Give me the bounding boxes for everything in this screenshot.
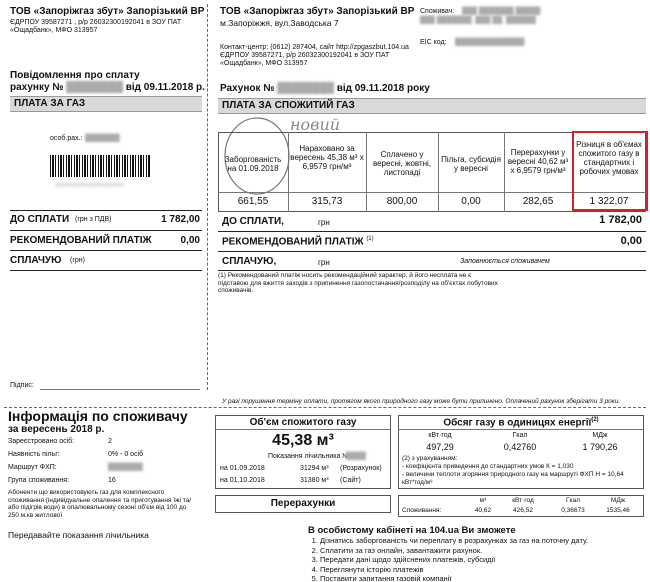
left-paid-unit: (грн) xyxy=(70,257,85,264)
recalc-row-label: Споживання: xyxy=(402,507,442,514)
cabinet-item: 2. Сплатити за газ онлайн, завантажити рахунок. xyxy=(320,546,608,556)
right-contact: Контакт-центр: (0612) 287404, сайт http://zpgaszbut.104.ua xyxy=(220,44,409,51)
meter-date: на 01.10.2018 xyxy=(220,477,265,484)
cabinet-list xyxy=(308,536,608,582)
recalc-header: Гкал xyxy=(566,497,580,504)
right-recommended-value: 0,00 xyxy=(620,235,642,247)
energy-value: 0,42760 xyxy=(503,442,537,452)
recalc-value: 40,62 xyxy=(474,507,492,514)
table-header: Різниця в об'ємах спожитого газу в стандартних і робочих умовах xyxy=(576,140,642,176)
meter-reading: 31380 м³ xyxy=(300,477,329,484)
table-value-paid: 800,00 xyxy=(386,196,418,207)
barcode-image xyxy=(50,155,150,177)
divider xyxy=(10,230,202,231)
right-bank: «Ощадбанк», МФО 313957 xyxy=(220,60,308,67)
recalc-header: м³ xyxy=(479,497,487,504)
left-company-name: ТОВ «Запоріжгаз збут» Запорізький ВР xyxy=(10,6,205,17)
energy-header: МДж xyxy=(592,432,608,439)
consumer-name: ███ ███████ █████ xyxy=(462,8,541,15)
right-edrpou: ЄДРПОУ 39587271, р/р 26032300192041 в ЗОУ ПАТ xyxy=(220,52,390,59)
table-col-divider xyxy=(504,132,505,212)
recalc-header: кВт·год xyxy=(512,497,534,504)
footnote-marker: (1) xyxy=(366,236,374,242)
footnote: (1) Рекомендований платіж носить рекомендаційний характер, й його несплата не є підставою для вжиття заходів з припинення газопостачання/розподілу на об'єктах побутових споживачів. xyxy=(218,272,498,294)
right-recommended-label xyxy=(222,236,374,247)
divider xyxy=(10,210,202,211)
cabinet-item: 1. Дізнатись заборгованість чи переплату в розрахунках за газ на поточну дату. xyxy=(320,536,608,546)
divider xyxy=(215,429,391,430)
info-row-value: 16 xyxy=(108,477,116,484)
info-row-label: Маршрут ФХП: xyxy=(8,464,57,471)
cabinet-item: 3. Передати дані щодо здійснених платежів, субсидії xyxy=(320,555,608,565)
notice-account-prefix: рахунку № xyxy=(10,82,64,93)
info-row-label: Наявність пільг: xyxy=(8,451,60,458)
late-payment-note: У разі порушення терміну оплати, протягом якого природного газу може бути припинено. Оплачений рахунок зберігати 3 роки. xyxy=(222,398,621,405)
meter-title: Показання лічильника № xyxy=(268,453,350,460)
right-address: м.Запоріжжя, вул.Заводська 7 xyxy=(220,18,339,28)
invoice-title xyxy=(220,83,430,94)
energy-title xyxy=(398,417,644,428)
notice-title: Повідомлення про сплату xyxy=(10,70,140,81)
consumer-label: Споживач: xyxy=(420,8,455,15)
signature-label: Підпис: xyxy=(10,382,34,389)
meter-reading: 31294 м³ xyxy=(300,465,329,472)
eic-value: ██████████████ xyxy=(455,39,525,46)
meter-kind: (Розрахунок) xyxy=(340,465,382,472)
divider xyxy=(10,250,202,251)
left-recommended-value: 0,00 xyxy=(180,235,200,246)
left-bank: «Ощадбанк», МФО 313957 xyxy=(10,27,98,34)
recalc-value: 426,52 xyxy=(513,507,533,514)
right-pay-unit: грн xyxy=(318,218,330,227)
info-row-label: Група споживання: xyxy=(8,477,70,484)
consumer-address: ███ ███████, ███ ██, ██████ xyxy=(420,17,536,24)
table-value-difference: 1 322,07 xyxy=(589,196,629,207)
consumer-info-note: Абоненти що використовують газ для комплексного споживання (індивідуальне опалення та приготування їжі та/або підігрів води) в опалювальному сезоні об'єм від 100 до 250 м.кв житлової xyxy=(8,489,192,519)
cabinet-item: 4. Переглянути історію платежів xyxy=(320,565,608,575)
energy-note: - величини теплоти згоряння природного газу на маршруті ФХП Н = 10,64 кВт*год/м³ xyxy=(402,471,624,486)
table-value-recalc: 282,65 xyxy=(522,196,554,207)
right-company-name: ТОВ «Запоріжгаз збут» Запорізький ВР xyxy=(220,6,415,17)
highlight-box xyxy=(572,131,648,211)
table-col-divider xyxy=(288,132,289,212)
energy-notes-title: (2) з урахуванням: xyxy=(402,455,458,462)
left-pay-value: 1 782,00 xyxy=(161,214,200,225)
table-header: Пільга, субсидія у вересні xyxy=(441,155,501,173)
meter-date: на 01.09.2018 xyxy=(220,465,265,472)
meter-number: ████ xyxy=(346,453,366,460)
consumer-info-period: за вересень 2018 р. xyxy=(8,424,105,435)
volume-value: 45,38 м³ xyxy=(272,432,334,449)
filled-by-note: Заповнюється споживачем xyxy=(460,258,550,265)
energy-value: 497,29 xyxy=(426,442,454,452)
notice-date: від 09.11.2018 р. xyxy=(125,82,205,93)
invoice-number: ████████ xyxy=(277,83,334,94)
divider xyxy=(398,429,644,430)
energy-value: 1 790,26 xyxy=(582,442,618,452)
info-row-value: 2 xyxy=(108,438,112,445)
divider xyxy=(218,231,646,232)
energy-header: кВт·год xyxy=(428,432,452,439)
recalc-label: Перерахунки xyxy=(270,498,336,509)
info-row-label: Зареєстровано осіб: xyxy=(8,438,75,445)
handwritten-note: новий xyxy=(290,115,341,134)
table-value-benefit: 0,00 xyxy=(461,196,481,207)
divider xyxy=(10,270,202,271)
info-row-value: 0% - 0 осіб xyxy=(108,451,144,458)
cut-line xyxy=(207,4,208,390)
cabinet-item: 5. Поставити запитання газовій компанії xyxy=(320,574,608,582)
left-pay-unit: (грн з ПДВ) xyxy=(75,216,112,223)
table-header: Нараховано за вересень 45,38 м³ х 6,9579 грн/м³ xyxy=(290,144,364,171)
recalc-value: 0,36673 xyxy=(561,507,585,514)
signature-line xyxy=(40,389,200,390)
right-paid-label: СПЛАЧУЮ, xyxy=(222,256,277,267)
recalc-value: 1535,46 xyxy=(606,507,630,514)
right-paid-unit: грн xyxy=(318,258,330,267)
energy-note: - коефіцієнта приведення до стандартних умов К = 1,030 xyxy=(402,463,574,470)
table-value-charged: 315,73 xyxy=(311,196,343,207)
left-pay-label: ДО СПЛАТИ xyxy=(10,214,70,225)
divider xyxy=(218,251,646,252)
info-row-value: ███████ xyxy=(108,464,143,471)
notice-account-line xyxy=(10,82,205,93)
notice-section: ПЛАТА ЗА ГАЗ xyxy=(10,96,202,112)
table-header: Сплачено у вересні, жовтні, листопаді xyxy=(372,150,432,177)
notice-account-number: ████████ xyxy=(66,82,123,93)
eic-label: EIC код: xyxy=(420,39,447,46)
right-recommended-text: РЕКОМЕНДОВАНИЙ ПЛАТІЖ xyxy=(222,236,364,248)
left-recommended-label: РЕКОМЕНДОВАНИЙ ПЛАТІЖ xyxy=(10,235,152,246)
table-value-debt: 661,55 xyxy=(237,196,269,207)
table-col-divider xyxy=(438,132,439,212)
right-pay-label: ДО СПЛАТИ, xyxy=(222,216,284,227)
barcode-digits: 0000000000000000000 xyxy=(55,182,124,189)
energy-title-text: Обсяг газу в одиницях енергії xyxy=(443,417,592,429)
invoice-title-prefix: Рахунок № xyxy=(220,83,275,94)
meter-kind: (Сайт) xyxy=(340,477,361,484)
energy-header: Гкал xyxy=(512,432,528,439)
divider xyxy=(218,270,646,271)
recalc-header: МДж xyxy=(610,497,626,504)
invoice-date: від 09.11.2018 року xyxy=(336,83,430,94)
table-header: Заборгованість на 01.09.2018 xyxy=(224,155,282,173)
invoice-section: ПЛАТА ЗА СПОЖИТИЙ ГАЗ xyxy=(218,98,646,114)
right-pay-value: 1 782,00 xyxy=(599,214,642,226)
meter-send-label: Передавайте показання лічильника xyxy=(8,530,149,540)
consumer-info-title: Інформація по споживачу xyxy=(8,408,188,424)
cabinet-title: В особистому кабінеті на 104.ua Ви зможете xyxy=(308,525,516,536)
left-paid-label: СПЛАЧУЮ xyxy=(10,255,62,266)
table-col-divider xyxy=(366,132,367,212)
energy-title-note: (2) xyxy=(591,417,599,423)
personal-account-value: ███████ xyxy=(85,135,120,142)
table-header: Перерахунки у вересні 40,62 м³ х 6,9579 грн/м³ xyxy=(507,148,569,175)
personal-account-label: особ.рах.: xyxy=(50,135,83,142)
volume-title: Об'єм спожитого газу xyxy=(249,417,357,428)
left-edrpou: ЄДРПОУ 39587271 , р/р 26032300192041 в ЗОУ ПАТ xyxy=(10,19,182,26)
